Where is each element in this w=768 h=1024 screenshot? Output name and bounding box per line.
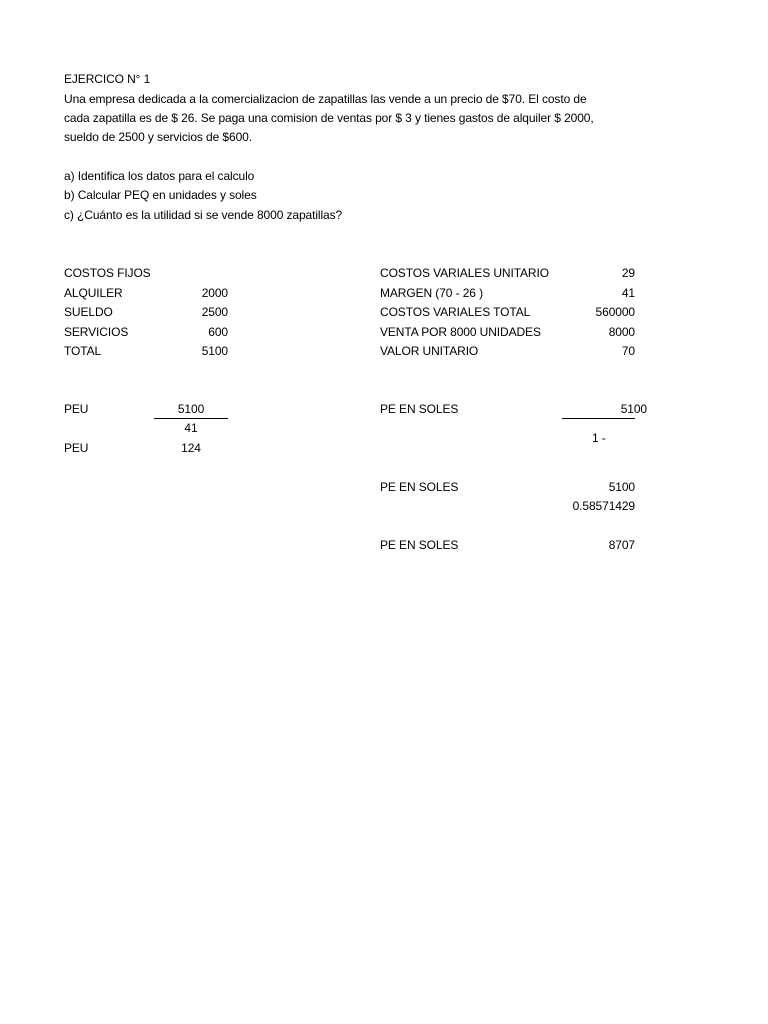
peu-label: PEU: [64, 402, 89, 416]
peu-fraction-line: [154, 418, 228, 419]
variable-cost-label: COSTOS VARIALES TOTAL: [380, 305, 531, 319]
fixed-cost-label: SUELDO: [64, 305, 113, 319]
problem-line-1: Una empresa dedicada a la comercializacion de zapatillas las vende a un precio de $70. El costo de: [64, 92, 587, 106]
fixed-cost-total-value: 5100: [201, 344, 228, 358]
fixed-costs-heading: COSTOS FIJOS: [64, 266, 151, 280]
fixed-cost-label: SERVICIOS: [64, 325, 129, 339]
exercise-title: EJERCICO N° 1: [64, 72, 151, 86]
pe-soles-denominator-value: 0.58571429: [572, 499, 635, 513]
pe-soles-label: PE EN SOLES: [380, 402, 459, 416]
fixed-cost-label: ALQUILER: [64, 286, 123, 300]
peu-result-value: 124: [181, 441, 201, 455]
variable-cost-label: VALOR UNITARIO: [380, 344, 479, 358]
variable-cost-label: MARGEN (70 - 26 ): [380, 286, 483, 300]
variable-cost-value: 560000: [595, 305, 635, 319]
variable-cost-label: COSTOS VARIALES UNITARIO: [380, 266, 549, 280]
question-a: a) Identifica los datos para el calculo: [64, 169, 255, 183]
pe-soles-denominator-prefix: 1 -: [592, 431, 606, 445]
peu-denominator: 41: [184, 421, 198, 435]
pe-soles-numerator-cell: [560, 401, 647, 417]
peu-numerator: 5100: [177, 402, 205, 416]
problem-line-2: cada zapatilla es de $ 26. Se paga una comision de ventas por $ 3 y tienes gastos de alquiler $ 2000,: [64, 111, 594, 125]
variable-cost-value: 70: [621, 344, 635, 358]
fixed-cost-value: 600: [208, 325, 228, 339]
variable-cost-value: 29: [621, 266, 635, 280]
variable-cost-label: VENTA POR 8000 UNIDADES: [380, 325, 541, 339]
problem-line-3: sueldo de 2500 y servicios de $600.: [64, 130, 252, 144]
question-b: b) Calcular PEQ en unidades y soles: [64, 188, 257, 202]
pe-soles-numerator-value: 5100: [608, 480, 635, 494]
question-c: c) ¿Cuánto es la utilidad si se vende 8000 zapatillas?: [64, 208, 343, 222]
variable-cost-value: 41: [621, 286, 635, 300]
peu-result-label: PEU: [64, 441, 89, 455]
pe-soles-result-value: 8707: [608, 538, 635, 552]
fixed-cost-value: 2000: [201, 286, 228, 300]
pe-soles-label: PE EN SOLES: [380, 538, 459, 552]
pe-soles-fraction-line: [562, 418, 635, 419]
pe-soles-numerator: 5100: [620, 402, 647, 416]
pe-soles-label: PE EN SOLES: [380, 480, 459, 494]
fixed-cost-total-label: TOTAL: [64, 344, 102, 358]
variable-cost-value: 8000: [608, 325, 635, 339]
fixed-cost-value: 2500: [201, 305, 228, 319]
